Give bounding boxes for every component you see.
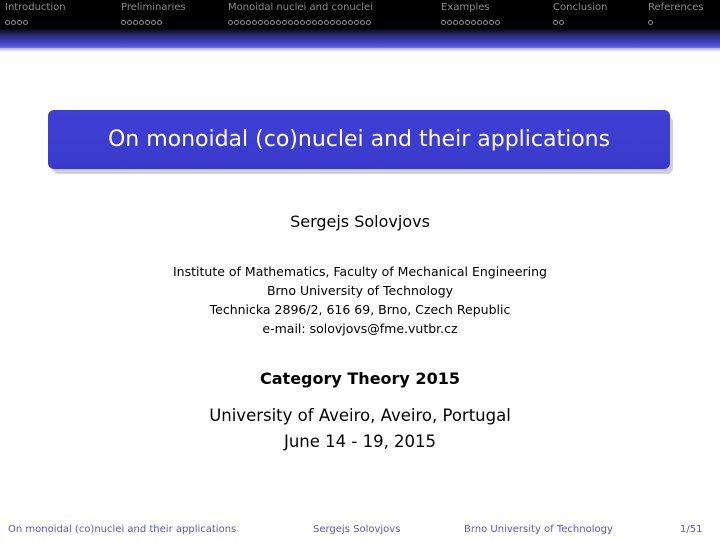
frame-dot-icon[interactable] — [453, 20, 458, 25]
university-line: Brno University of Technology — [266, 283, 454, 298]
author-name: Sergejs Solovjovs — [290, 212, 430, 231]
footer-title: On monoidal (co)nuclei and their applications — [8, 524, 237, 535]
frame-dot-icon[interactable] — [276, 20, 281, 25]
frame-dot-icon[interactable] — [306, 20, 311, 25]
frame-dot-icon[interactable] — [447, 20, 452, 25]
header-gradient-band — [0, 29, 720, 48]
conference-dates: June 14 - 19, 2015 — [283, 432, 437, 451]
nav-section-label[interactable]: Preliminaries — [121, 2, 186, 13]
frame-dot-icon[interactable] — [312, 20, 317, 25]
frame-dot-icon[interactable] — [127, 20, 132, 25]
frame-dot-icon[interactable] — [258, 20, 263, 25]
frame-dot-icon[interactable] — [234, 20, 239, 25]
frame-dot-icon[interactable] — [240, 20, 245, 25]
nav-dots[interactable] — [228, 16, 372, 25]
frame-dot-icon[interactable] — [294, 20, 299, 25]
frame-dot-icon[interactable] — [354, 20, 359, 25]
email-line: e-mail: solovjovs@fme.vutbr.cz — [262, 321, 458, 336]
frame-dot-icon[interactable] — [17, 20, 22, 25]
frame-dot-icon[interactable] — [246, 20, 251, 25]
frame-dot-icon[interactable] — [648, 20, 653, 25]
nav-dots[interactable] — [648, 16, 654, 25]
nav-section-monoidal-nuclei[interactable] — [228, 2, 373, 28]
frame-dot-icon[interactable] — [288, 20, 293, 25]
nav-section-label[interactable]: Monoidal nuclei and conuclei — [228, 2, 373, 13]
frame-dot-icon[interactable] — [282, 20, 287, 25]
frame-dot-icon[interactable] — [495, 20, 500, 25]
frame-dot-icon[interactable] — [477, 20, 482, 25]
address-line: Technicka 2896/2, 616 69, Brno, Czech Republic — [209, 302, 511, 317]
nav-dots[interactable] — [121, 16, 163, 25]
nav-dots[interactable] — [441, 16, 501, 25]
footer-institution: Brno University of Technology — [464, 524, 613, 535]
frame-dot-icon[interactable] — [121, 20, 126, 25]
frame-dot-icon[interactable] — [300, 20, 305, 25]
frame-dot-icon[interactable] — [559, 20, 564, 25]
frame-dot-icon[interactable] — [471, 20, 476, 25]
nav-section-conclusion[interactable] — [553, 2, 608, 28]
frame-dot-icon[interactable] — [145, 20, 150, 25]
frame-dot-icon[interactable] — [553, 20, 558, 25]
nav-section-examples[interactable] — [441, 2, 490, 28]
frame-dot-icon[interactable] — [23, 20, 28, 25]
frame-dot-icon[interactable] — [324, 20, 329, 25]
presentation-title: On monoidal (co)nuclei and their applications — [107, 127, 611, 152]
frame-dot-icon[interactable] — [264, 20, 269, 25]
frame-dot-icon[interactable] — [318, 20, 323, 25]
nav-section-label[interactable]: Introduction — [5, 2, 66, 13]
nav-section-label[interactable]: Examples — [441, 2, 490, 13]
frame-dot-icon[interactable] — [336, 20, 341, 25]
footer-author: Sergejs Solovjovs — [313, 524, 401, 535]
frame-dot-icon[interactable] — [366, 20, 371, 25]
header-gradient-fade — [0, 48, 720, 52]
frame-dot-icon[interactable] — [360, 20, 365, 25]
frame-dot-icon[interactable] — [151, 20, 156, 25]
frame-dot-icon[interactable] — [5, 20, 10, 25]
frame-dot-icon[interactable] — [252, 20, 257, 25]
frame-dot-icon[interactable] — [441, 20, 446, 25]
title-box — [48, 110, 670, 169]
nav-dots[interactable] — [553, 16, 565, 25]
nav-section-introduction[interactable] — [5, 2, 66, 28]
conference-name: Category Theory 2015 — [260, 369, 460, 388]
conference-venue: University of Aveiro, Aveiro, Portugal — [209, 406, 511, 425]
frame-dot-icon[interactable] — [489, 20, 494, 25]
page-number: 1/51 — [680, 524, 703, 535]
nav-section-label[interactable]: Conclusion — [553, 2, 608, 13]
frame-dot-icon[interactable] — [330, 20, 335, 25]
nav-section-preliminaries[interactable] — [121, 2, 186, 28]
frame-dot-icon[interactable] — [139, 20, 144, 25]
frame-dot-icon[interactable] — [11, 20, 16, 25]
frame-dot-icon[interactable] — [348, 20, 353, 25]
frame-dot-icon[interactable] — [465, 20, 470, 25]
frame-dot-icon[interactable] — [157, 20, 162, 25]
nav-dots[interactable] — [5, 16, 29, 25]
frame-dot-icon[interactable] — [459, 20, 464, 25]
institute-line: Institute of Mathematics, Faculty of Mechanical Engineering — [173, 264, 547, 279]
nav-section-references[interactable] — [648, 2, 704, 28]
frame-dot-icon[interactable] — [270, 20, 275, 25]
nav-section-label[interactable]: References — [648, 2, 704, 13]
frame-dot-icon[interactable] — [228, 20, 233, 25]
frame-dot-icon[interactable] — [342, 20, 347, 25]
frame-dot-icon[interactable] — [483, 20, 488, 25]
section-navigation-bar — [0, 0, 720, 29]
frame-dot-icon[interactable] — [133, 20, 138, 25]
